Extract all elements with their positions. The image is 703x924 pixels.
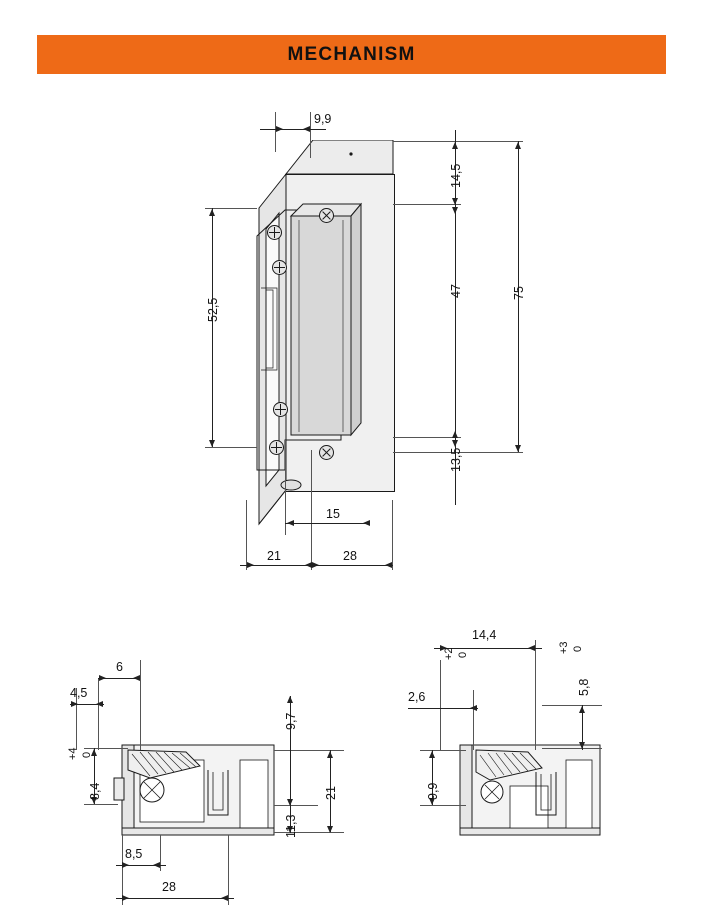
dim-arrow bbox=[515, 142, 521, 149]
dim-arrow bbox=[99, 675, 106, 681]
dim-label-14-4: 14,4 bbox=[472, 628, 497, 642]
dim-label-21-detail: 21 bbox=[324, 786, 338, 800]
dim-label-6: 6 bbox=[116, 660, 123, 674]
dim-arrow bbox=[122, 895, 129, 901]
dim-arrow bbox=[247, 562, 254, 568]
dim-arrow bbox=[303, 126, 310, 132]
ext-line bbox=[420, 750, 466, 751]
ext-line bbox=[393, 437, 461, 438]
left-section-geometry bbox=[0, 600, 360, 924]
ext-line bbox=[393, 204, 461, 205]
ext-line bbox=[228, 835, 229, 905]
dim-arrow bbox=[452, 142, 458, 149]
dim-label-13-5: 13,5 bbox=[449, 447, 463, 472]
dim-line-9-9 bbox=[260, 129, 326, 130]
screw-icon bbox=[273, 402, 288, 417]
dim-label-5-8: 5,8 bbox=[577, 678, 591, 696]
dim-arrow bbox=[579, 742, 585, 749]
dim-arrow bbox=[71, 701, 78, 707]
dim-label-9-9: 9,9 bbox=[314, 112, 332, 126]
ext-line bbox=[535, 640, 536, 750]
dim-label-15: 15 bbox=[326, 507, 340, 521]
ext-line bbox=[246, 500, 247, 570]
ext-line bbox=[275, 112, 276, 152]
dim-arrow bbox=[470, 705, 477, 711]
dim-label-plus4: +4 bbox=[67, 747, 79, 760]
dim-label-75: 75 bbox=[512, 286, 526, 300]
right-section-view bbox=[360, 600, 703, 924]
ext-line bbox=[274, 750, 344, 751]
dim-arrow bbox=[209, 209, 215, 216]
ext-line bbox=[393, 141, 523, 142]
ext-line bbox=[473, 690, 474, 750]
dim-label-14-5: 14,5 bbox=[449, 163, 463, 188]
dim-label-52-5: 52,5 bbox=[206, 297, 220, 322]
dim-arrow bbox=[133, 675, 140, 681]
dim-arrow bbox=[122, 862, 129, 868]
screw-icon bbox=[319, 208, 334, 223]
dim-label-2-6: 2,6 bbox=[408, 690, 426, 704]
dim-line-15 bbox=[285, 523, 370, 524]
page-title: MECHANISM bbox=[287, 43, 416, 65]
dim-line-28 bbox=[311, 565, 393, 566]
dim-arrow bbox=[452, 207, 458, 214]
dim-label-8-4: 8,4 bbox=[88, 782, 102, 800]
left-section-view bbox=[0, 600, 360, 924]
ext-line bbox=[285, 440, 286, 535]
dim-label-8-5: 8,5 bbox=[125, 847, 143, 861]
screw-icon bbox=[319, 445, 334, 460]
faceplate-face bbox=[233, 140, 403, 540]
dim-line-28-detail bbox=[116, 898, 234, 899]
ext-line bbox=[205, 447, 257, 448]
ext-line bbox=[542, 748, 602, 749]
dim-arrow bbox=[327, 751, 333, 758]
ext-line bbox=[274, 805, 318, 806]
dim-arrow bbox=[327, 826, 333, 833]
dim-arrow bbox=[528, 645, 535, 651]
dim-arrow bbox=[221, 895, 228, 901]
ext-line bbox=[420, 805, 466, 806]
screw-icon bbox=[267, 225, 282, 240]
dim-arrow bbox=[276, 126, 283, 132]
ext-line bbox=[84, 804, 118, 805]
ext-line bbox=[311, 450, 312, 570]
dim-arrow bbox=[312, 562, 319, 568]
screw-icon bbox=[272, 260, 287, 275]
screw-icon bbox=[269, 440, 284, 455]
dim-arrow bbox=[287, 696, 293, 703]
dim-arrow bbox=[429, 751, 435, 758]
ext-line bbox=[98, 678, 99, 750]
ext-line bbox=[392, 500, 393, 570]
dim-label-28: 28 bbox=[343, 549, 357, 563]
dim-label-0-left: 0 bbox=[81, 751, 93, 758]
ext-line bbox=[440, 660, 441, 750]
dim-label-plus2: +2 bbox=[443, 647, 455, 660]
dim-label-0-right: 0 bbox=[572, 645, 584, 652]
dim-arrow bbox=[385, 562, 392, 568]
dim-label-11-3: 11,3 bbox=[284, 814, 298, 838]
dim-arrow bbox=[153, 862, 160, 868]
dim-label-28-detail: 28 bbox=[162, 880, 176, 894]
dim-label-plus3: +3 bbox=[558, 641, 570, 654]
dim-label-21: 21 bbox=[267, 549, 281, 563]
ext-line bbox=[140, 660, 141, 750]
dim-arrow bbox=[209, 440, 215, 447]
dim-label-47: 47 bbox=[449, 284, 463, 298]
electric-strike-body bbox=[233, 140, 393, 500]
dim-label-9-7: 9,7 bbox=[284, 712, 298, 730]
dim-label-9-9b: 9,9 bbox=[426, 782, 440, 800]
dim-line-47 bbox=[455, 204, 456, 437]
dim-label-0-mid: 0 bbox=[457, 651, 469, 658]
dim-arrow bbox=[287, 520, 294, 526]
dim-arrow bbox=[96, 701, 103, 707]
dim-line-2-6 bbox=[408, 708, 478, 709]
dim-arrow bbox=[363, 520, 370, 526]
dim-arrow bbox=[579, 706, 585, 713]
dim-arrow bbox=[515, 445, 521, 452]
ext-line bbox=[542, 705, 602, 706]
dim-line-52-5 bbox=[212, 208, 213, 447]
dim-label-4-5: 4,5 bbox=[70, 686, 88, 700]
dim-arrow bbox=[452, 440, 458, 447]
ext-line bbox=[310, 112, 311, 158]
